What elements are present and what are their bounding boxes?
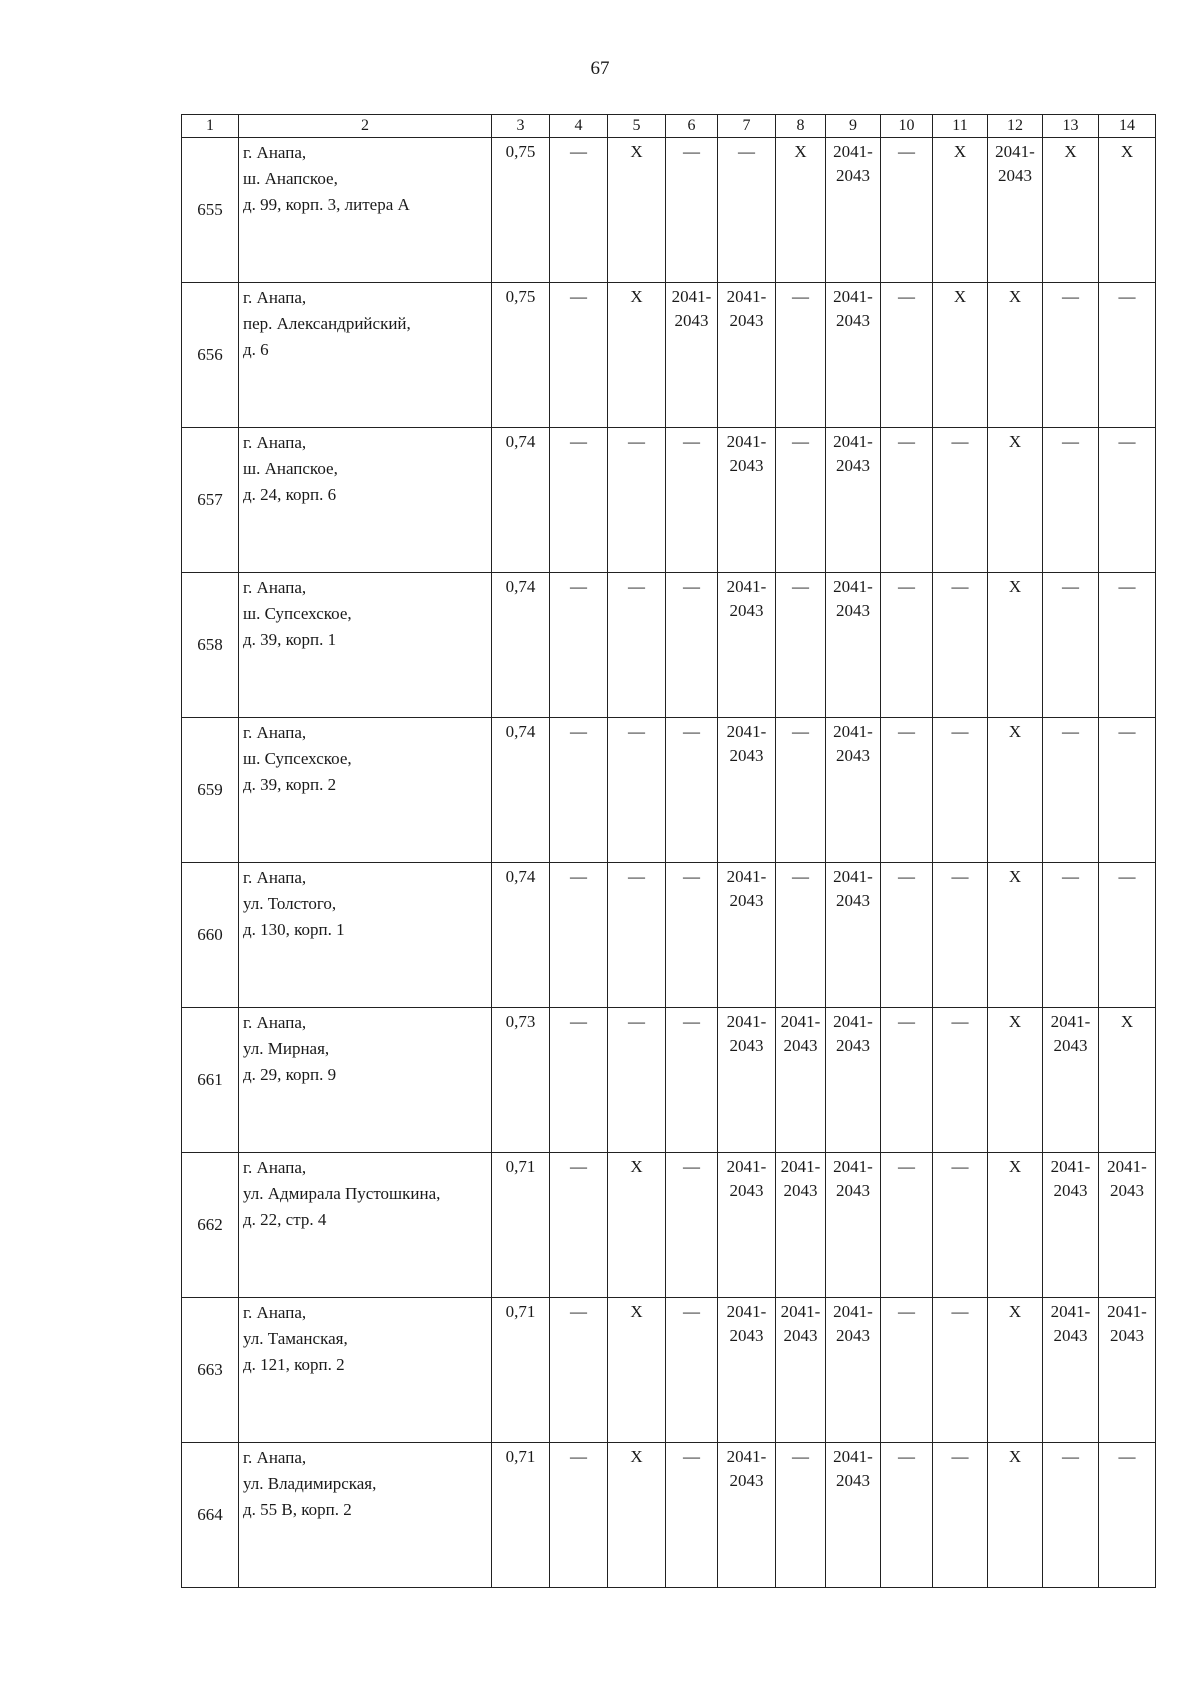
table-row	[182, 138, 1156, 283]
year-range-part: 2041-	[1107, 1302, 1147, 1321]
year-range-part: 2041-	[1050, 1302, 1091, 1321]
year-range-part: 2043	[729, 601, 764, 620]
value-cell: —	[881, 1443, 933, 1588]
year-range-part: 2041-	[833, 867, 873, 886]
value-cell	[826, 573, 881, 718]
value-cell: 0,71	[492, 1298, 550, 1443]
value-cell: —	[933, 1008, 988, 1153]
year-range-part: 2043	[1110, 1326, 1144, 1345]
address-line: г. Анапа,	[243, 578, 307, 597]
value-cell	[826, 1298, 881, 1443]
year-range-part: 2041-	[726, 867, 767, 886]
value-cell	[718, 1298, 776, 1443]
value-cell	[1099, 1153, 1156, 1298]
year-range-part: 2043	[783, 1181, 818, 1200]
value-cell	[718, 1443, 776, 1588]
value-cell: X	[1099, 138, 1156, 283]
schedule-table	[181, 114, 1156, 1588]
value-cell: X	[988, 1298, 1043, 1443]
address-line: г. Анапа,	[243, 288, 307, 307]
year-range-part: 2041-	[833, 1447, 873, 1466]
value-cell	[718, 573, 776, 718]
address-line: ул. Толстого,	[243, 894, 337, 913]
value-cell	[718, 283, 776, 428]
value-cell: 0,71	[492, 1153, 550, 1298]
year-range-part: 2043	[1110, 1181, 1144, 1200]
value-cell: 0,75	[492, 283, 550, 428]
value-cell: —	[1043, 1443, 1099, 1588]
value-cell: —	[881, 138, 933, 283]
value-cell: —	[1043, 428, 1099, 573]
year-range-part: 2043	[836, 601, 870, 620]
address-cell	[239, 1298, 492, 1443]
value-cell: —	[881, 718, 933, 863]
year-range-part: 2043	[729, 311, 764, 330]
address-line: ш. Супсехское,	[243, 749, 352, 768]
address-cell	[239, 573, 492, 718]
year-range-part: 2043	[729, 891, 764, 910]
value-cell: —	[881, 428, 933, 573]
address-line: г. Анапа,	[243, 433, 307, 452]
value-cell: —	[666, 1298, 718, 1443]
value-cell: —	[550, 1298, 608, 1443]
table-row	[182, 573, 1156, 718]
value-cell	[826, 1153, 881, 1298]
year-range-part: 2043	[729, 456, 764, 475]
year-range-part: 2043	[1053, 1326, 1088, 1345]
address-line: д. 39, корп. 1	[243, 630, 337, 649]
year-range-part: 2041-	[833, 432, 873, 451]
value-cell: —	[550, 283, 608, 428]
value-cell: X	[933, 283, 988, 428]
value-cell: —	[1043, 573, 1099, 718]
value-cell: —	[550, 718, 608, 863]
year-range-part: 2041-	[833, 577, 873, 596]
year-range-part: 2043	[836, 456, 870, 475]
year-range-part: 2041-	[780, 1157, 821, 1176]
value-cell: X	[988, 283, 1043, 428]
value-cell: —	[933, 1153, 988, 1298]
value-cell: —	[550, 428, 608, 573]
value-cell: —	[776, 573, 826, 718]
address-cell	[239, 1443, 492, 1588]
column-header: 6	[666, 115, 718, 138]
value-cell	[718, 428, 776, 573]
value-cell	[826, 138, 881, 283]
value-cell: 0,74	[492, 863, 550, 1008]
address-line: ул. Таманская,	[243, 1329, 348, 1348]
value-cell: X	[776, 138, 826, 283]
year-range-part: 2041-	[833, 1302, 873, 1321]
value-cell: —	[881, 573, 933, 718]
table-row	[182, 718, 1156, 863]
address-line: д. 22, стр. 4	[243, 1210, 327, 1229]
value-cell: —	[666, 1008, 718, 1153]
year-range-part: 2041-	[726, 577, 767, 596]
row-number: 655	[182, 138, 239, 283]
value-cell: —	[550, 138, 608, 283]
value-cell: —	[881, 863, 933, 1008]
column-header: 2	[239, 115, 492, 138]
value-cell: —	[776, 283, 826, 428]
year-range-part: 2041-	[833, 722, 873, 741]
value-cell: —	[881, 1298, 933, 1443]
value-cell: —	[1043, 863, 1099, 1008]
year-range-part: 2043	[836, 746, 870, 765]
year-range-part: 2041-	[833, 287, 873, 306]
address-line: д. 24, корп. 6	[243, 485, 337, 504]
address-cell	[239, 718, 492, 863]
row-number: 663	[182, 1298, 239, 1443]
year-range-part: 2041-	[726, 1157, 767, 1176]
value-cell: —	[608, 1008, 666, 1153]
row-number: 662	[182, 1153, 239, 1298]
value-cell: —	[550, 1008, 608, 1153]
year-range-part: 2041-	[780, 1012, 821, 1031]
value-cell: —	[666, 1443, 718, 1588]
value-cell: —	[1099, 718, 1156, 863]
value-cell	[718, 863, 776, 1008]
value-cell: —	[718, 138, 776, 283]
year-range-part: 2041-	[1050, 1012, 1091, 1031]
address-line: д. 55 В, корп. 2	[243, 1500, 352, 1519]
value-cell	[776, 1008, 826, 1153]
address-line: ул. Адмирала Пустошкина,	[243, 1184, 441, 1203]
year-range-part: 2041-	[726, 1012, 767, 1031]
value-cell	[826, 1008, 881, 1153]
address-cell	[239, 1153, 492, 1298]
year-range-part: 2041-	[726, 287, 767, 306]
value-cell: —	[1099, 863, 1156, 1008]
address-cell	[239, 138, 492, 283]
year-range-part: 2043	[729, 1181, 764, 1200]
value-cell: X	[988, 428, 1043, 573]
value-cell: —	[776, 1443, 826, 1588]
value-cell: X	[608, 138, 666, 283]
year-range-part: 2043	[729, 1326, 764, 1345]
column-header: 11	[933, 115, 988, 138]
value-cell: —	[933, 573, 988, 718]
address-line: г. Анапа,	[243, 1448, 307, 1467]
column-header: 12	[988, 115, 1043, 138]
address-line: д. 121, корп. 2	[243, 1355, 345, 1374]
value-cell	[776, 1153, 826, 1298]
column-header: 9	[826, 115, 881, 138]
year-range-part: 2041-	[1050, 1157, 1091, 1176]
row-number: 657	[182, 428, 239, 573]
address-line: д. 29, корп. 9	[243, 1065, 337, 1084]
value-cell	[826, 428, 881, 573]
row-number: 659	[182, 718, 239, 863]
value-cell: —	[776, 428, 826, 573]
value-cell: X	[988, 1443, 1043, 1588]
table-row	[182, 1153, 1156, 1298]
value-cell: X	[608, 1153, 666, 1298]
value-cell: —	[666, 1153, 718, 1298]
address-line: г. Анапа,	[243, 143, 307, 162]
value-cell: —	[1043, 718, 1099, 863]
value-cell: —	[933, 428, 988, 573]
year-range-part: 2041-	[726, 1302, 767, 1321]
value-cell: —	[550, 573, 608, 718]
value-cell	[1043, 1153, 1099, 1298]
value-cell: —	[550, 1153, 608, 1298]
year-range-part: 2043	[836, 1471, 870, 1490]
column-header: 10	[881, 115, 933, 138]
year-range-part: 2041-	[671, 287, 712, 306]
column-header: 5	[608, 115, 666, 138]
value-cell: —	[666, 138, 718, 283]
year-range-part: 2043	[674, 311, 709, 330]
value-cell: 0,74	[492, 428, 550, 573]
value-cell: X	[988, 1008, 1043, 1153]
address-line: ш. Анапское,	[243, 459, 338, 478]
address-line: д. 6	[243, 340, 269, 359]
value-cell: 0,74	[492, 718, 550, 863]
address-line: г. Анапа,	[243, 723, 307, 742]
address-line: ш. Анапское,	[243, 169, 338, 188]
value-cell: 0,73	[492, 1008, 550, 1153]
value-cell: —	[933, 1443, 988, 1588]
year-range-part: 2041-	[995, 142, 1035, 161]
address-line: д. 130, корп. 1	[243, 920, 345, 939]
value-cell: —	[933, 863, 988, 1008]
year-range-part: 2043	[836, 1326, 870, 1345]
row-number: 661	[182, 1008, 239, 1153]
value-cell: —	[608, 718, 666, 863]
year-range-part: 2043	[783, 1326, 818, 1345]
year-range-part: 2043	[836, 166, 870, 185]
address-line: д. 39, корп. 2	[243, 775, 337, 794]
address-line: г. Анапа,	[243, 1013, 307, 1032]
row-number: 660	[182, 863, 239, 1008]
year-range-part: 2043	[1053, 1181, 1088, 1200]
year-range-part: 2043	[836, 1036, 870, 1055]
year-range-part: 2041-	[726, 722, 767, 741]
address-line: ул. Мирная,	[243, 1039, 330, 1058]
row-number: 664	[182, 1443, 239, 1588]
table-row	[182, 1008, 1156, 1153]
year-range-part: 2043	[836, 1181, 870, 1200]
value-cell	[826, 283, 881, 428]
value-cell	[666, 283, 718, 428]
address-cell	[239, 283, 492, 428]
table-row	[182, 1298, 1156, 1443]
value-cell: —	[933, 718, 988, 863]
column-header: 3	[492, 115, 550, 138]
value-cell: —	[608, 428, 666, 573]
address-line: г. Анапа,	[243, 1158, 307, 1177]
value-cell: —	[1099, 428, 1156, 573]
value-cell	[826, 863, 881, 1008]
value-cell	[826, 1443, 881, 1588]
year-range-part: 2043	[836, 311, 870, 330]
address-line: г. Анапа,	[243, 868, 307, 887]
page-number: 67	[590, 58, 610, 79]
value-cell: —	[550, 863, 608, 1008]
column-header: 4	[550, 115, 608, 138]
value-cell: X	[988, 718, 1043, 863]
value-cell	[718, 1008, 776, 1153]
value-cell: —	[1099, 1443, 1156, 1588]
year-range-part: 2041-	[833, 142, 873, 161]
year-range-part: 2043	[729, 1036, 764, 1055]
column-header: 14	[1099, 115, 1156, 138]
year-range-part: 2041-	[780, 1302, 821, 1321]
value-cell: X	[608, 1443, 666, 1588]
value-cell: X	[933, 138, 988, 283]
column-header: 1	[182, 115, 239, 138]
value-cell: —	[608, 573, 666, 718]
value-cell	[718, 718, 776, 863]
year-range-part: 2043	[836, 891, 870, 910]
address-line: г. Анапа,	[243, 1303, 307, 1322]
value-cell: —	[881, 283, 933, 428]
value-cell	[826, 718, 881, 863]
value-cell: —	[1099, 573, 1156, 718]
value-cell: —	[1099, 283, 1156, 428]
value-cell: —	[881, 1153, 933, 1298]
value-cell: 0,75	[492, 138, 550, 283]
year-range-part: 2043	[1053, 1036, 1088, 1055]
value-cell: 0,74	[492, 573, 550, 718]
year-range-part: 2041-	[726, 1447, 767, 1466]
value-cell: —	[933, 1298, 988, 1443]
value-cell: 0,71	[492, 1443, 550, 1588]
year-range-part: 2043	[998, 166, 1032, 185]
value-cell: —	[666, 573, 718, 718]
table-row	[182, 1443, 1156, 1588]
year-range-part: 2041-	[1107, 1157, 1147, 1176]
value-cell: X	[1099, 1008, 1156, 1153]
value-cell: X	[608, 283, 666, 428]
value-cell	[988, 138, 1043, 283]
value-cell: —	[666, 863, 718, 1008]
value-cell: X	[1043, 138, 1099, 283]
value-cell: —	[776, 863, 826, 1008]
year-range-part: 2041-	[726, 432, 767, 451]
address-cell	[239, 428, 492, 573]
value-cell	[776, 1298, 826, 1443]
column-header: 13	[1043, 115, 1099, 138]
value-cell	[718, 1153, 776, 1298]
row-number: 658	[182, 573, 239, 718]
year-range-part: 2041-	[833, 1157, 873, 1176]
value-cell: —	[550, 1443, 608, 1588]
value-cell: —	[881, 1008, 933, 1153]
year-range-part: 2041-	[833, 1012, 873, 1031]
column-header: 8	[776, 115, 826, 138]
address-line: ш. Супсехское,	[243, 604, 352, 623]
year-range-part: 2043	[729, 1471, 764, 1490]
value-cell: —	[666, 718, 718, 863]
year-range-part: 2043	[729, 746, 764, 765]
value-cell: X	[988, 1153, 1043, 1298]
column-header: 7	[718, 115, 776, 138]
value-cell: X	[988, 863, 1043, 1008]
address-line: д. 99, корп. 3, литера А	[243, 195, 410, 214]
value-cell	[1099, 1298, 1156, 1443]
value-cell: —	[666, 428, 718, 573]
header-row	[182, 115, 1156, 138]
value-cell: —	[1043, 283, 1099, 428]
table-body	[182, 138, 1156, 1588]
table-row	[182, 428, 1156, 573]
address-cell	[239, 863, 492, 1008]
address-line: пер. Александрийский,	[243, 314, 411, 333]
value-cell: —	[776, 718, 826, 863]
value-cell	[1043, 1008, 1099, 1153]
row-number: 656	[182, 283, 239, 428]
address-line: ул. Владимирская,	[243, 1474, 377, 1493]
address-cell	[239, 1008, 492, 1153]
year-range-part: 2043	[783, 1036, 818, 1055]
value-cell: X	[608, 1298, 666, 1443]
value-cell	[1043, 1298, 1099, 1443]
table-row	[182, 283, 1156, 428]
value-cell: —	[608, 863, 666, 1008]
table-row	[182, 863, 1156, 1008]
value-cell: X	[988, 573, 1043, 718]
